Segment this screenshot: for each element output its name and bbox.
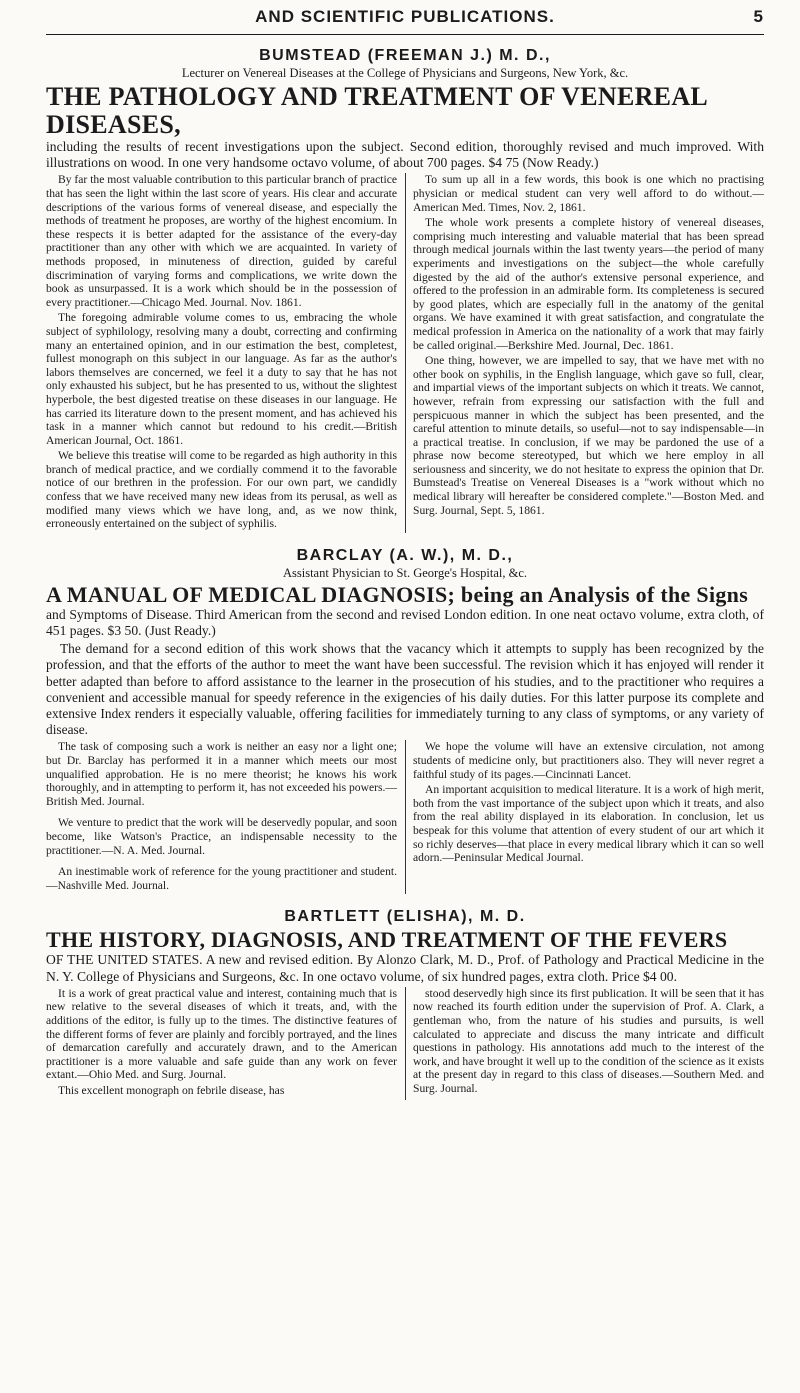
book-entry-bartlett <box>46 908 764 1099</box>
book-entry-barclay <box>46 547 764 895</box>
review-column-left <box>46 740 397 894</box>
book-description: and Symptoms of Disease. Third American from the second and revised London edition. In one neat octavo volume, extra cloth, of 451 pages. $3 50. (Just Ready.) <box>46 606 764 639</box>
page-number: 5 <box>753 7 764 26</box>
review-columns <box>46 987 764 1100</box>
author-name: BARCLAY (A. W.), M. D., <box>296 546 514 564</box>
book-title: THE HISTORY, DIAGNOSIS, AND TREATMENT OF THE FEVERS <box>46 927 728 953</box>
book-title: A MANUAL OF MEDICAL DIAGNOSIS; being an Analysis of the Signs <box>46 581 749 607</box>
review-columns <box>46 740 764 894</box>
review-paragraph: We believe this treatise will come to be regarded as high authority in this branch of medical practice, and we cordially commend it to the favorable notice of our brethren in the profession. For our own part, we candidly confess that we have received many new ideas from its perusal, as well as modified many views which we have long, and, as we now think, erroneously entertained on the subject of syphilis. <box>46 449 397 531</box>
review-paragraph: stood deservedly high since its first publication. It will be seen that it has now reached its fourth edition under the supervision of Prof. A. Clark, a gentleman who, from the nature of his studies and pursuits, is well calculated to appreciate and discuss the many intricate and difficult questions in pathology. His annotations add much to the interest of the work, and have brought it well up to the condition of the science as it exists at the present day in regard to this class of diseases.—Southern Med. and Surg. Journal. <box>413 986 764 1095</box>
review-paragraph: The foregoing admirable volume comes to us, embracing the whole subject of syphilology, resolving many a doubt, correcting and confirming many an entertained opinion, and in our estimation the best, completest, fullest monograph on this subject in our language. As far as the author's labors themselves are concerned, we feel it a duty to say that he has not only exhausted his subject, but he has presented to us, without the slightest hyperbole, the best digested treatise on these diseases in our language. He has carried its literature down to the present moment, and has achieved his task in a manner which cannot but redound to his credit.—British American Journal, Oct. 1861. <box>46 311 397 447</box>
review-column-left <box>46 173 397 532</box>
book-description: OF THE UNITED STATES. A new and revised edition. By Alonzo Clark, M. D., Prof. of Pathology and Practical Medicine in the N. Y. College of Physicians and Surgeons, &c. In one octavo volume, of six hundred pages, extra cloth. Price $4 00. <box>46 952 764 984</box>
review-column-right <box>405 740 764 894</box>
book-entry-bumstead <box>46 47 764 533</box>
review-paragraph: We venture to predict that the work will be deservedly popular, and soon become, like Watson's Practice, an indispensable necessity to the practitioner.—N. A. Med. Journal. <box>46 816 397 857</box>
review-paragraph: We hope the volume will have an extensive circulation, not among students of medicine only, but practitioners also. They will never regret a faithful study of its pages.—Cincinnati Lancet. <box>413 740 764 781</box>
book-lead-paragraph: The demand for a second edition of this work shows that the vacancy which it attempts to supply has been recognized by the profession, and that the efforts of the author to meet the want have been successful. The revision which it has enjoyed will render it better adapted than before to afford assistance to the learner in the prosecution of his studies, and to the practitioner who requires a convenient and accessible manual for speedy reference in the exigencies of his daily duties. For this latter purpose its complete and extensive Index renders it especially valuable, offering facilities for immediately turning to any class of symptoms, or any variety of disease. <box>46 641 764 738</box>
review-columns <box>46 173 764 532</box>
review-paragraph: An inestimable work of reference for the young practitioner and student.—Nashville Med. Journal. <box>46 865 397 892</box>
review-paragraph: The task of composing such a work is neither an easy nor a light one; but Dr. Barclay has performed it in a manner which meets our most unqualified approbation. He is no mere theorist; he knows his work thoroughly, and in attempting to perform it, has not exceeded his powers.—British Med. Journal. <box>46 740 397 808</box>
review-paragraph: This excellent monograph on febrile disease, has <box>58 1083 285 1097</box>
book-title: THE PATHOLOGY AND TREATMENT OF VENEREAL DISEASES, <box>46 82 707 139</box>
review-column-right <box>405 173 764 532</box>
author-role: Lecturer on Venereal Diseases at the College of Physicians and Surgeons, New York, &c. <box>181 66 629 80</box>
review-paragraph: One thing, however, we are impelled to say, that we have met with no other book on syphilis, in the English language, which gave so full, clear, and impartial views of the important subjects on which it treats. We cannot, however, refrain from expressing our satisfaction with the full and perspicuous manner in which the subject has been presented, and the careful attention to minute details, so useful—not to say indispensable—in a practical treatise. In conclusion, if we may be pardoned the use of a phrase now become stereotyped, but which we here employ in all seriousness and sincerity, we do not hesitate to express the opinion that Dr. Bumstead's Treatise on Venereal Diseases is a "work without which no medical library will hereafter be considered complete."—Boston Med. and Surg. Journal, Sept. 5, 1861. <box>413 354 764 517</box>
author-name: BUMSTEAD (FREEMAN J.) M. D., <box>259 47 551 64</box>
review-paragraph: To sum up all in a few words, this book is one which no practising physician or medical student can very well afford to do without.—American Med. Times, Nov. 2, 1861. <box>413 173 764 214</box>
review-paragraph: An important acquisition to medical literature. It is a work of high merit, both from the vast importance of the subject upon which it treats, and also from the real ability displayed in its elaboration. In conclusion, let us bespeak for this volume that attention of every student of our art which it so richly deserves—that place in every medical library which it can so well adorn.—Peninsular Medical Journal. <box>413 783 764 865</box>
review-paragraph: By far the most valuable contribution to this particular branch of practice that has seen the light within the last score of years. His clear and accurate descriptions of the various forms of venereal disease, and especially the methods of treatment he proposes, are worthy of the highest encomium. In these respects it is better adapted for the assistance of the every-day practitioner than any other with which we are acquainted. In variety of methods proposed, in minuteness of direction, guided by careful discrimination of varying forms and complications, we write down the book as unsurpassed. It is a work which should be in the possession of every practitioner.—Chicago Med. Journal. Nov. 1861. <box>46 173 398 309</box>
review-paragraph: The whole work presents a complete history of venereal diseases, comprising much interesting and valuable material that has been spread through medical journals within the last twenty years—the period of many experiments and investigations on the subject—the whole carefully digested by the aid of the author's extensive personal experience, and offered to the profession in an admirable form. Its completeness is secured by good plates, which are especially full in the anatomy of the genital organs. We have examined it with great satisfaction, and congratulate the medical profession in America on the nationality of a work that may fairly be called original.—Berkshire Med. Journal, Dec. 1861. <box>413 216 764 352</box>
author-role: Assistant Physician to St. George's Hospital, &c. <box>282 565 528 580</box>
running-title: AND SCIENTIFIC PUBLICATIONS. <box>255 7 555 26</box>
review-column-right <box>405 987 764 1100</box>
page <box>46 0 764 1100</box>
book-description: including the results of recent investigations upon the subject. Second edition, thoroughly revised and much improved. With illustrations on wood. In one very handsome octavo volume, of about 700 pages. $4 75 (Now Ready.) <box>46 139 764 171</box>
review-column-left <box>46 987 397 1100</box>
review-paragraph: It is a work of great practical value and interest, containing much that is new relative to the several diseases of which it treats, and, with the additions of the editor, is fully up to the times. The distinctive features of the different forms of fever are plainly and forcibly portrayed, and the lines of demarcation carefully and accurately drawn, and to the American practitioner is a more valuable and safe guide than any work on fever extant.—Ohio Med. and Surg. Journal. <box>46 986 397 1082</box>
author-name: BARTLETT (ELISHA), M. D. <box>284 908 526 926</box>
running-header <box>46 0 764 35</box>
